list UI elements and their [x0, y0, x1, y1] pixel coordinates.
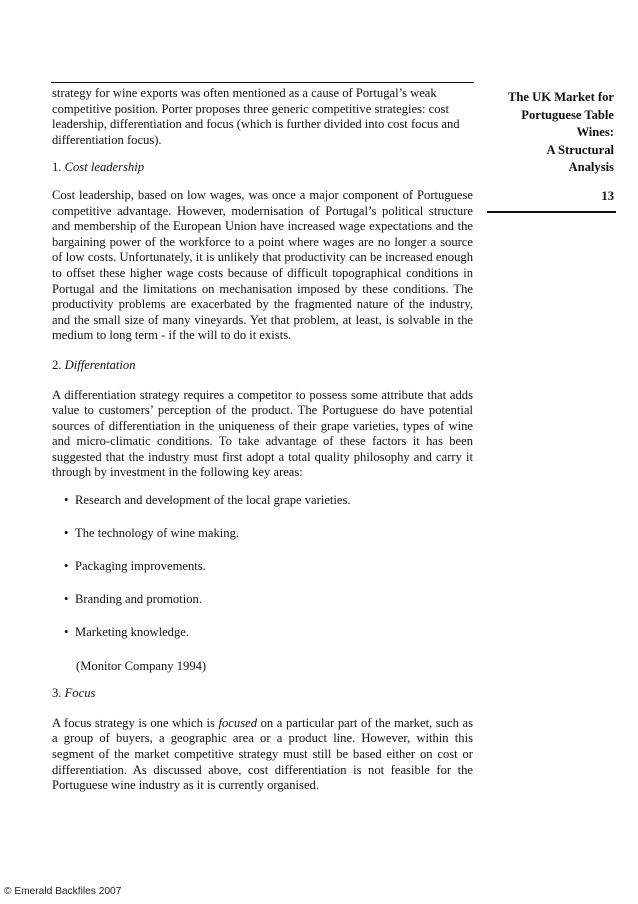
list-item: • Marketing knowledge. — [64, 625, 190, 640]
list-item: • The technology of wine making. — [64, 526, 240, 541]
list-item: • Packaging improvements. — [64, 559, 206, 574]
cost-leadership-paragraph: Cost leadership, based on low wages, was once a major component of Portuguese competitive advantage. However, modernisation of Portugal’s political structure and membership of the European Union have increased wage expectations and the bargaining power of the workforce to a point where wages are no longer a source of low costs. Unfortunately, it is unlikely that productivity can be increased enough to offset these higher wage costs because of difficult topographical conditions in Portugal and the limitations on mechanisation imposed by these conditions. The productivity problems are exacerbated by the fragmented nature of the industry, and the small size of many vineyards. Yet that problem, at least, is solvable in the medium to long term - if the will to do it exists. — [52, 187, 473, 343]
running-head-line: Wines: — [576, 125, 614, 140]
section-heading-cost-leadership — [52, 160, 473, 176]
section-number: 3. — [52, 686, 62, 701]
bullet-icon: • — [64, 526, 69, 541]
section-number: 1. — [52, 160, 62, 175]
section-title: Focus — [64, 686, 96, 701]
running-head-line: The UK Market for — [508, 90, 614, 104]
running-head-line: A Structural — [546, 142, 614, 157]
section-heading-differentiation — [52, 358, 473, 374]
section-number: 2. — [52, 357, 62, 372]
bullet-icon: • — [64, 493, 69, 508]
running-head-rule — [487, 211, 616, 213]
focus-paragraph: A focus strategy is one which is focused on a particular part of the market, such as a group of buyers, a geographic area or a product line. However, within this segment of the market competitive strategy must still be based either on cost or differentiation. As discussed above, cost differentiation is not feasible for the Portuguese wine industry as it is currently organised. — [52, 715, 473, 793]
differentiation-paragraph: A differentiation strategy requires a competitor to possess some attribute that adds value to customers’ perception of the product. The Portuguese do have potential sources of differentiation in the uniqueness of their grape varieties, types of wine and micro-climatic conditions. To take advantage of these factors it has been suggested that the industry must first adopt a total quality philosophy and carry it through by investment in the following key areas: — [52, 387, 473, 480]
top-rule — [51, 82, 474, 83]
section-heading-focus — [52, 686, 473, 702]
running-head-line: Analysis — [568, 160, 614, 175]
intro-paragraph: strategy for wine exports was often mentioned as a cause of Portugal’s weak competitive position. Porter proposes three generic competitive strategies: cost leadership, differentiation and focus (which is further divided into cost focus and differentiation focus). — [52, 86, 460, 147]
bullet-icon: • — [64, 559, 69, 574]
body-text — [52, 86, 473, 794]
key-areas-list — [52, 493, 473, 641]
page-number: 13 — [601, 188, 614, 203]
running-head — [486, 89, 614, 206]
section-title: Differentation — [64, 357, 136, 372]
list-item: • Research and development of the local grape varieties. — [64, 493, 351, 508]
bullet-icon: • — [64, 592, 69, 607]
section-title: Cost leadership — [64, 160, 145, 175]
list-item: • Branding and promotion. — [64, 592, 202, 607]
bullet-icon: • — [64, 625, 69, 640]
copyright-footer: © Emerald Backfiles 2007 — [4, 886, 122, 897]
citation: (Monitor Company 1994) — [76, 658, 207, 673]
running-head-line: Portuguese Table — [521, 107, 614, 122]
